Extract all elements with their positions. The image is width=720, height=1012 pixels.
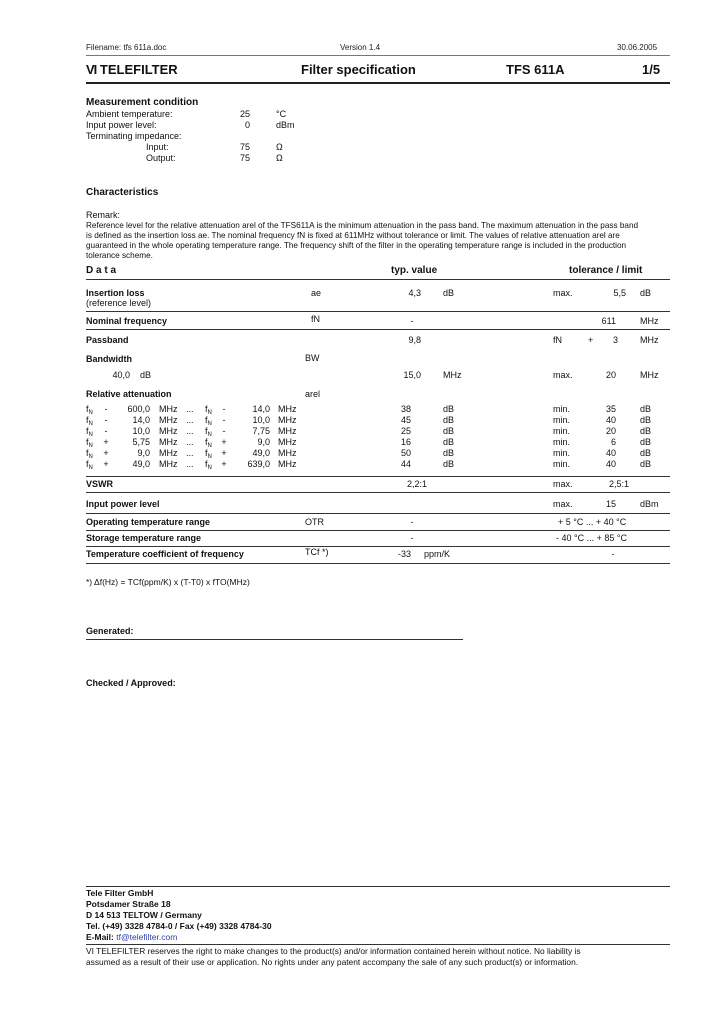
rel-att-fn-symbol: $f_N$ xyxy=(205,448,212,460)
rel-att-fn-symbol: $f_N$ xyxy=(205,404,212,416)
footer-company: Tele Filter GmbH xyxy=(86,888,154,898)
tcf-typ: -33 xyxy=(397,549,411,559)
rel-att-dots: ... xyxy=(186,426,194,436)
nominal-frequency-typ: - xyxy=(410,316,414,326)
header-date: 30.06.2005 xyxy=(617,43,658,52)
output-unit: Ω xyxy=(276,153,283,163)
rel-att-f2: 10,0 xyxy=(252,415,270,425)
bandwidth-lim: max. xyxy=(553,370,573,380)
tcf-typ-unit: ppm/K xyxy=(424,549,451,559)
company-logo xyxy=(86,62,178,77)
generated-line xyxy=(86,639,463,640)
passband-unit: MHz xyxy=(640,335,659,345)
rel-att-lim: min. xyxy=(553,459,571,469)
rel-att-unit: dB xyxy=(640,448,652,458)
rel-att-unit: dB xyxy=(640,459,652,469)
insertion-loss-unit: dB xyxy=(640,288,652,298)
bandwidth-val: 20 xyxy=(605,370,616,380)
tcf-val: - xyxy=(611,549,615,559)
rel-att-typ-unit: dB xyxy=(443,404,455,414)
impedance-label: Terminating impedance: xyxy=(86,131,182,141)
passband-label: Passband xyxy=(86,335,129,345)
rel-att-fn-symbol: $f_N$ xyxy=(86,415,93,427)
rel-att-u1: MHz xyxy=(159,437,178,447)
rel-att-lim: min. xyxy=(553,426,571,436)
insertion-loss-sym: ae xyxy=(311,288,322,298)
remark-line-1: Reference level for the relative attenuation arel of the TFS611A is the minimum attenuation in the pass band. The maximum attenuation in the pass band xyxy=(86,221,639,230)
relative-attenuation-sym: arel xyxy=(305,389,321,399)
page-number: 1/5 xyxy=(642,62,661,77)
rel-att-val: 40 xyxy=(605,459,616,469)
measurement-heading: Measurement condition xyxy=(86,97,199,108)
rel-att-dots: ... xyxy=(186,415,194,425)
disclaimer-line-2: assumed as a result of their use or application. No rights under any patent accompany the sale of any such product(s) or information. xyxy=(86,957,579,967)
rel-att-val: 40 xyxy=(605,448,616,458)
rel-att-dots: ... xyxy=(186,448,194,458)
rel-att-f1: 9,0 xyxy=(137,448,150,458)
col-typ: typ. value xyxy=(391,265,438,276)
rel-att-lim: min. xyxy=(553,437,571,447)
insertion-loss-lim: max. xyxy=(553,288,573,298)
vswr-label: VSWR xyxy=(86,479,113,489)
passband-typ: 9,8 xyxy=(408,335,421,345)
input-power-lim: max. xyxy=(553,499,573,509)
rel-att-u2: MHz xyxy=(278,415,297,425)
rel-att-typ-unit: dB xyxy=(443,437,455,447)
rel-att-s1: - xyxy=(104,415,108,425)
rel-att-f1: 14,0 xyxy=(132,415,150,425)
logo-mark: VI xyxy=(86,62,97,77)
col-tol: tolerance / limit xyxy=(569,265,643,276)
remark-line-2: is defined as the insertion loss ae. The nominal frequency fN is fixed at 611MHz without tolerance or limit. The values of relative attenuation arel are xyxy=(86,231,620,240)
rel-att-val: 40 xyxy=(605,415,616,425)
ambient-value: 25 xyxy=(239,109,250,119)
rel-att-u1: MHz xyxy=(159,426,178,436)
rel-att-u1: MHz xyxy=(159,404,178,414)
col-data: D a t a xyxy=(86,265,117,276)
bandwidth-unit: MHz xyxy=(640,370,659,380)
storage-temp-label: Storage temperature range xyxy=(86,533,202,543)
disclaimer-line-1: VI TELEFILTER reserves the right to make changes to the product(s) and/or information contained herein without notice. No liability is xyxy=(86,946,581,956)
rel-att-typ-unit: dB xyxy=(443,415,455,425)
rel-att-val: 20 xyxy=(605,426,616,436)
rel-att-fn-symbol: $f_N$ xyxy=(86,448,93,460)
rel-att-val: 6 xyxy=(610,437,616,447)
storage-temp-typ: - xyxy=(410,533,414,543)
rel-att-f1: 600,0 xyxy=(127,404,150,414)
checked-label: Checked / Approved: xyxy=(86,678,176,688)
op-temp-sym: OTR xyxy=(305,517,324,527)
insertion-loss-sub: (reference level) xyxy=(86,298,152,308)
doc-title: Filter specification xyxy=(301,62,416,77)
rel-att-u2: MHz xyxy=(278,459,297,469)
rel-att-fn-symbol: $f_N$ xyxy=(86,459,93,471)
rel-att-dots: ... xyxy=(186,437,194,447)
rel-att-s2: - xyxy=(222,415,226,425)
rel-att-u1: MHz xyxy=(159,448,178,458)
rel-att-f2: 639,0 xyxy=(247,459,270,469)
rel-att-fn-symbol: $f_N$ xyxy=(205,459,212,471)
rel-att-fn-symbol: $f_N$ xyxy=(86,437,93,449)
rel-att-val: 35 xyxy=(605,404,616,414)
input-power-unit: dBm xyxy=(640,499,659,509)
rel-att-dots: ... xyxy=(186,459,194,469)
rel-att-lim: min. xyxy=(553,448,571,458)
characteristics-heading: Characteristics xyxy=(86,187,159,198)
rel-att-f1: 5,75 xyxy=(132,437,150,447)
rel-att-s1: - xyxy=(104,426,108,436)
vswr-val: 2,5:1 xyxy=(609,479,630,489)
power-value: 0 xyxy=(244,120,250,130)
rel-att-s2: - xyxy=(222,426,226,436)
rel-att-f2: 49,0 xyxy=(252,448,270,458)
passband-sign: + xyxy=(588,335,594,345)
rel-att-s2: + xyxy=(221,437,227,447)
remark-line-4: tolerance scheme. xyxy=(86,251,153,260)
tcf-label: Temperature coefficient of frequency xyxy=(86,549,244,559)
rel-att-typ-unit: dB xyxy=(443,459,455,469)
op-temp-val: + 5 °C ... + 40 °C xyxy=(558,517,627,527)
ambient-unit: °C xyxy=(276,109,287,119)
output-value: 75 xyxy=(239,153,250,163)
footer-email-row xyxy=(86,932,177,942)
rel-att-fn-symbol: $f_N$ xyxy=(86,426,93,438)
op-temp-typ: - xyxy=(410,517,414,527)
rel-att-f1: 10,0 xyxy=(132,426,150,436)
rel-att-s2: - xyxy=(222,404,226,414)
rel-att-dots: ... xyxy=(186,404,194,414)
rel-att-u1: MHz xyxy=(159,459,178,469)
rel-att-lim: min. xyxy=(553,404,571,414)
nominal-frequency-unit: MHz xyxy=(640,316,659,326)
footer-city: D 14 513 TELTOW / Germany xyxy=(86,910,202,920)
power-label: Input power level: xyxy=(86,120,157,130)
rel-att-typ: 44 xyxy=(400,459,411,469)
nominal-frequency-label: Nominal frequency xyxy=(86,316,168,326)
bandwidth-label: Bandwidth xyxy=(86,354,132,364)
rel-att-typ: 45 xyxy=(400,415,411,425)
insertion-loss-typ-unit: dB xyxy=(443,288,455,298)
filename: Filename: tfs 611a.doc xyxy=(86,43,167,52)
remark-label: Remark: xyxy=(86,210,121,220)
company-name: TELEFILTER xyxy=(99,62,178,77)
passband-sym: fN xyxy=(553,335,562,345)
rel-att-f2: 9,0 xyxy=(257,437,270,447)
ambient-label: Ambient temperature: xyxy=(86,109,173,119)
rel-att-unit: dB xyxy=(640,426,652,436)
bandwidth-level-unit: dB xyxy=(140,370,152,380)
footer-phone: Tel. (+49) 3328 4784-0 / Fax (+49) 3328 4784-30 xyxy=(86,921,272,931)
output-label: Output: xyxy=(146,153,176,163)
bandwidth-typ: 15,0 xyxy=(403,370,421,380)
remark-line-3: guaranteed in the whole operating temperature range. The frequency shift of the filter in the operating temperature range is included in the production xyxy=(86,241,627,250)
part-number: TFS 611A xyxy=(506,62,565,77)
footer-email-label: E-Mail: xyxy=(86,932,114,942)
input-power-label: Input power level xyxy=(86,499,160,509)
rel-att-u2: MHz xyxy=(278,448,297,458)
rel-att-u2: MHz xyxy=(278,426,297,436)
rel-att-s2: + xyxy=(221,459,227,469)
rel-att-f1: 49,0 xyxy=(132,459,150,469)
input-label: Input: xyxy=(146,142,169,152)
rel-att-s2: + xyxy=(221,448,227,458)
rel-att-s1: + xyxy=(103,459,109,469)
footer-email-link[interactable]: tf@telefilter.com xyxy=(116,932,178,942)
rel-att-typ: 16 xyxy=(400,437,411,447)
rel-att-unit: dB xyxy=(640,437,652,447)
bandwidth-typ-unit: MHz xyxy=(443,370,462,380)
storage-temp-val: - 40 °C ... + 85 °C xyxy=(556,533,627,543)
footer-street: Potsdamer Straße 18 xyxy=(86,899,171,909)
rel-att-typ-unit: dB xyxy=(443,448,455,458)
passband-val: 3 xyxy=(612,335,618,345)
vswr-typ: 2,2:1 xyxy=(407,479,428,489)
generated-label: Generated: xyxy=(86,626,134,636)
rel-att-fn-symbol: $f_N$ xyxy=(205,437,212,449)
version: Version 1.4 xyxy=(340,43,381,52)
rel-att-unit: dB xyxy=(640,404,652,414)
rel-att-typ: 25 xyxy=(400,426,411,436)
insertion-loss-label: Insertion loss xyxy=(86,288,145,298)
rel-att-s1: - xyxy=(104,404,108,414)
rel-att-fn-symbol: $f_N$ xyxy=(205,415,212,427)
footnote: *) Δf(Hz) = TCf(ppm/K) x (T-T0) x fTO(MHz) xyxy=(86,577,250,587)
rel-att-u1: MHz xyxy=(159,415,178,425)
rel-att-typ: 50 xyxy=(400,448,411,458)
rel-att-fn-symbol: $f_N$ xyxy=(205,426,212,438)
rel-att-unit: dB xyxy=(640,415,652,425)
rel-att-typ: 38 xyxy=(400,404,411,414)
nominal-frequency-sym: fN xyxy=(311,314,320,324)
rel-att-f2: 7,75 xyxy=(252,426,270,436)
rel-att-fn-symbol: $f_N$ xyxy=(86,404,93,416)
rel-att-typ-unit: dB xyxy=(443,426,455,436)
vswr-lim: max. xyxy=(553,479,573,489)
power-unit: dBm xyxy=(276,120,295,130)
relative-attenuation-label: Relative attenuation xyxy=(86,389,172,399)
op-temp-label: Operating temperature range xyxy=(86,517,211,527)
nominal-frequency-val: 611 xyxy=(601,316,616,326)
rel-att-u2: MHz xyxy=(278,404,297,414)
insertion-loss-typ: 4,3 xyxy=(408,288,421,298)
rel-att-s1: + xyxy=(103,448,109,458)
rel-att-s1: + xyxy=(103,437,109,447)
rel-att-u2: MHz xyxy=(278,437,297,447)
bandwidth-sym: BW xyxy=(305,353,320,363)
input-value: 75 xyxy=(239,142,250,152)
input-unit: Ω xyxy=(276,142,283,152)
bandwidth-level: 40,0 xyxy=(112,370,130,380)
input-power-val: 15 xyxy=(605,499,616,509)
tcf-sym: TCf *) xyxy=(305,547,329,557)
rel-att-lim: min. xyxy=(553,415,571,425)
insertion-loss-val: 5,5 xyxy=(613,288,626,298)
rel-att-f2: 14,0 xyxy=(252,404,270,414)
